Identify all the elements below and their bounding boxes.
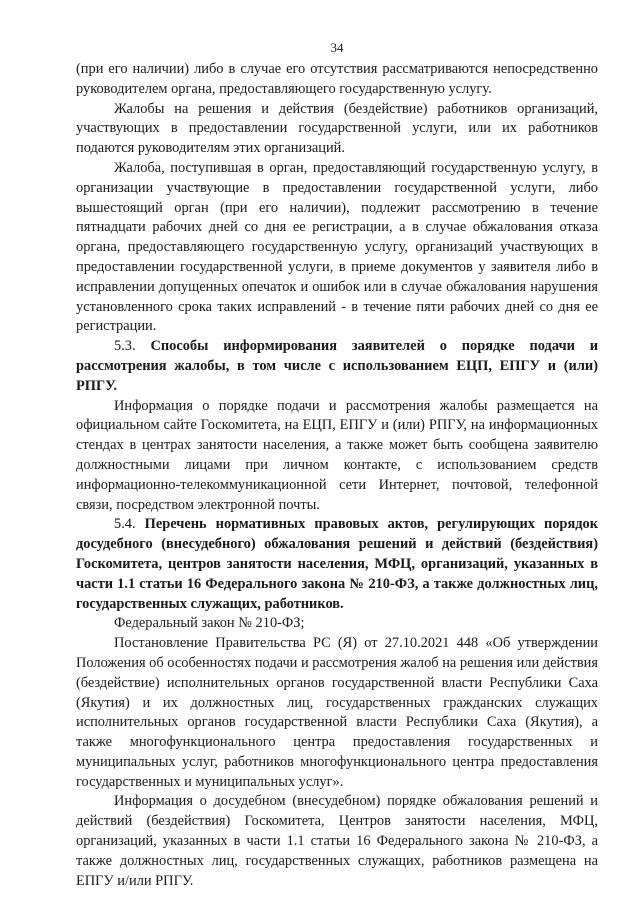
paragraph-information-placement: Информация о порядке подачи и рассмотрения жалобы размещается на официальном сайте Госкомитета, на ЕЦП, ЕПГУ и (или) РПГУ, на информационных стендах в центрах занятости населения, а также может быть сообщена заявителю должностными лицами при личном контакте, с использованием средств информационно-телекоммуникационной сети Интернет, почтовой, телефонной связи, посредством электронной почты. bbox=[76, 397, 598, 513]
paragraph-appeal-information: Информация о досудебном (внесудебном) порядке обжалования решений и действий (бездействия) Госкомитета, Центров занятости населения, МФЦ, организаций, указанных в части 1.1 статьи 16 Федерального закона № 210-ФЗ, а также должностных лиц, государственных служащих, работников размещена на ЕПГУ и/или РПГУ. bbox=[76, 793, 598, 889]
paragraph-complaint-deadline: Жалоба, поступившая в орган, предоставляющий государственную услугу, в организации участвующие в предоставлении государственной услуги, либо вышестоящий орган (при его наличии), подлежит рассмотрению в течение пятнадцати рабочих дней со дня ее регистрации, а в случае обжалования отказа органа, предоставляющего государственную услугу, организаций участвующих в предоставлении государственной услуги, в приеме документов у заявителя либо в исправлении допущенных опечаток и ошибок или в случае обжалования нарушения установленного срока таких исправлений - в течение пяти рабочих дней со дня ее регистрации. bbox=[76, 159, 598, 335]
paragraph-government-decree: Постановление Правительства РС (Я) от 27.10.2021 448 «Об утверждении Положения об особенностях подачи и рассмотрения жалоб на решения или действия (бездействие) исполнительных органов государственной власти Республики Саха (Якутия) и их должностных лиц, государственных гражданских служащих исполнительных органов государственной власти Республики Саха (Якутия), а также многофункционального центра предоставления государственных и муниципальных услуг, работников многофункционального центра предоставления государственных и муниципальных услуг». bbox=[76, 635, 598, 790]
paragraph-complaint-organizations: Жалобы на решения и действия (бездействие) работников организаций, участвующих в предоставлении государственной услуги, или их работников подаются руководителям этих организаций. bbox=[76, 100, 598, 157]
section-5-4-heading bbox=[76, 515, 598, 614]
paragraph-federal-law: Федеральный закон № 210-ФЗ; bbox=[114, 615, 305, 632]
paragraph-complaint-head: (при его наличии) либо в случае его отсутствия рассматриваются непосредственно руководителем органа, предоставляющего государственную услугу. bbox=[76, 61, 598, 97]
section-5-3-heading bbox=[76, 337, 598, 396]
section-5-3-number: 5.3. bbox=[114, 338, 136, 355]
section-5-4-title: Перечень нормативных правовых актов, регулирующих порядок досудебного (внесудебного) обжалования решений и действий (бездействия) Госкомитета, центров занятости населения, МФЦ, организаций, указанных в части 1.1 статьи 16 Федерального закона № 210-ФЗ, а также должностных лиц, государственных служащих, работников. bbox=[76, 516, 598, 612]
section-5-4-number: 5.4. bbox=[114, 516, 136, 533]
section-5-3-title: Способы информирования заявителей о порядке подачи и рассмотрения жалобы, в том числе с использованием ЕЦП, ЕПГУ и (или) РПГУ. bbox=[76, 338, 598, 394]
page-number: 34 bbox=[330, 40, 344, 55]
